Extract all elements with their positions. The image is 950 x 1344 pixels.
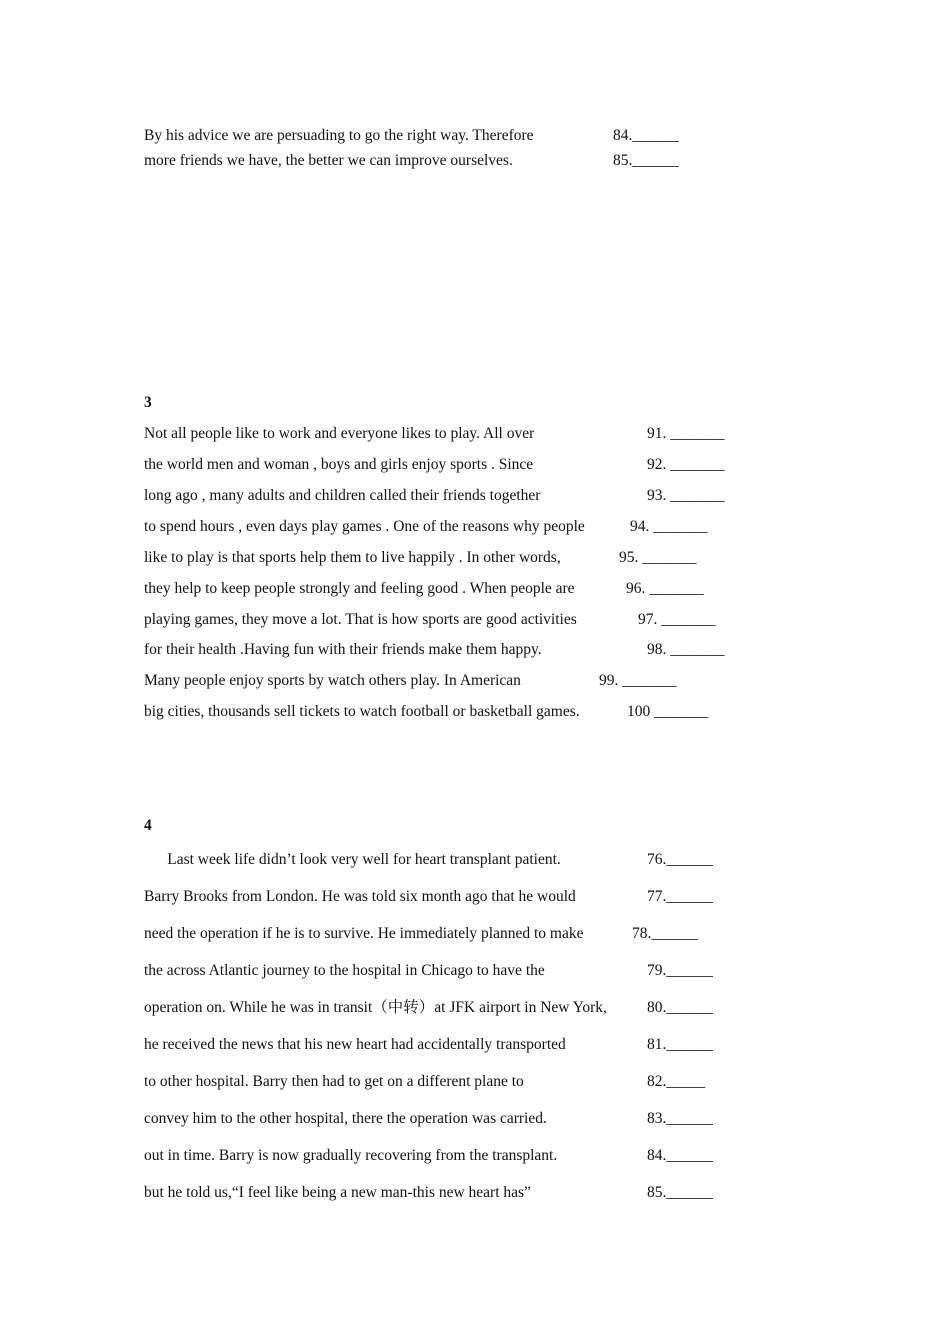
- answer-blank: 76.______: [647, 851, 713, 868]
- answer-blank: 95. _______: [619, 549, 697, 566]
- answer-blank: 84.______: [647, 1147, 713, 1164]
- passage-line: the world men and woman , boys and girls enjoy sports . Since: [144, 456, 534, 473]
- passage-line: convey him to the other hospital, there the operation was carried.: [144, 1110, 547, 1127]
- passage-line: long ago , many adults and children called their friends together: [144, 487, 541, 504]
- passage-line: Many people enjoy sports by watch others play. In American: [144, 672, 521, 689]
- answer-blank: 83.______: [647, 1110, 713, 1127]
- answer-blank: 82._____: [647, 1073, 706, 1090]
- passage-line: but he told us,“I feel like being a new man-this new heart has”: [144, 1184, 531, 1201]
- passage-line: By his advice we are persuading to go the right way. Therefore: [144, 127, 534, 144]
- passage-line: more friends we have, the better we can improve ourselves.: [144, 152, 513, 169]
- answer-blank: 77.______: [647, 888, 713, 905]
- answer-blank: 80.______: [647, 999, 713, 1016]
- passage-line: to spend hours , even days play games . One of the reasons why people: [144, 518, 585, 535]
- passage-line: like to play is that sports help them to live happily . In other words,: [144, 549, 561, 566]
- passage-line: to other hospital. Barry then had to get on a different plane to: [144, 1073, 524, 1090]
- section-heading: 3: [144, 394, 152, 411]
- passage-line: for their health .Having fun with their friends make them happy.: [144, 641, 542, 658]
- answer-blank: 96. _______: [626, 580, 704, 597]
- answer-blank: 85.______: [647, 1184, 713, 1201]
- passage-line: playing games, they move a lot. That is how sports are good activities: [144, 611, 577, 628]
- answer-blank: 81.______: [647, 1036, 713, 1053]
- answer-blank: 85.______: [613, 152, 679, 169]
- passage-line: big cities, thousands sell tickets to watch football or basketball games.: [144, 703, 580, 720]
- answer-blank: 100 _______: [627, 703, 709, 720]
- section-heading: 4: [144, 817, 152, 834]
- passage-line: Barry Brooks from London. He was told six month ago that he would: [144, 888, 576, 905]
- answer-blank: 92. _______: [647, 456, 725, 473]
- passage-line: he received the news that his new heart had accidentally transported: [144, 1036, 566, 1053]
- passage-line: the across Atlantic journey to the hospital in Chicago to have the: [144, 962, 545, 979]
- answer-blank: 78.______: [632, 925, 698, 942]
- passage-line: they help to keep people strongly and feeling good . When people are: [144, 580, 575, 597]
- answer-blank: 91. _______: [647, 425, 725, 442]
- passage-line: Last week life didn’t look very well for heart transplant patient.: [144, 851, 561, 868]
- passage-line: operation on. While he was in transit（中转）at JFK airport in New York,: [144, 999, 607, 1016]
- answer-blank: 93. _______: [647, 487, 725, 504]
- answer-blank: 98. _______: [647, 641, 725, 658]
- passage-line: Not all people like to work and everyone likes to play. All over: [144, 425, 535, 442]
- answer-blank: 94. _______: [630, 518, 708, 535]
- answer-blank: 79.______: [647, 962, 713, 979]
- passage-line: need the operation if he is to survive. He immediately planned to make: [144, 925, 584, 942]
- answer-blank: 84.______: [613, 127, 679, 144]
- passage-line: out in time. Barry is now gradually recovering from the transplant.: [144, 1147, 558, 1164]
- answer-blank: 97. _______: [638, 611, 716, 628]
- answer-blank: 99. _______: [599, 672, 677, 689]
